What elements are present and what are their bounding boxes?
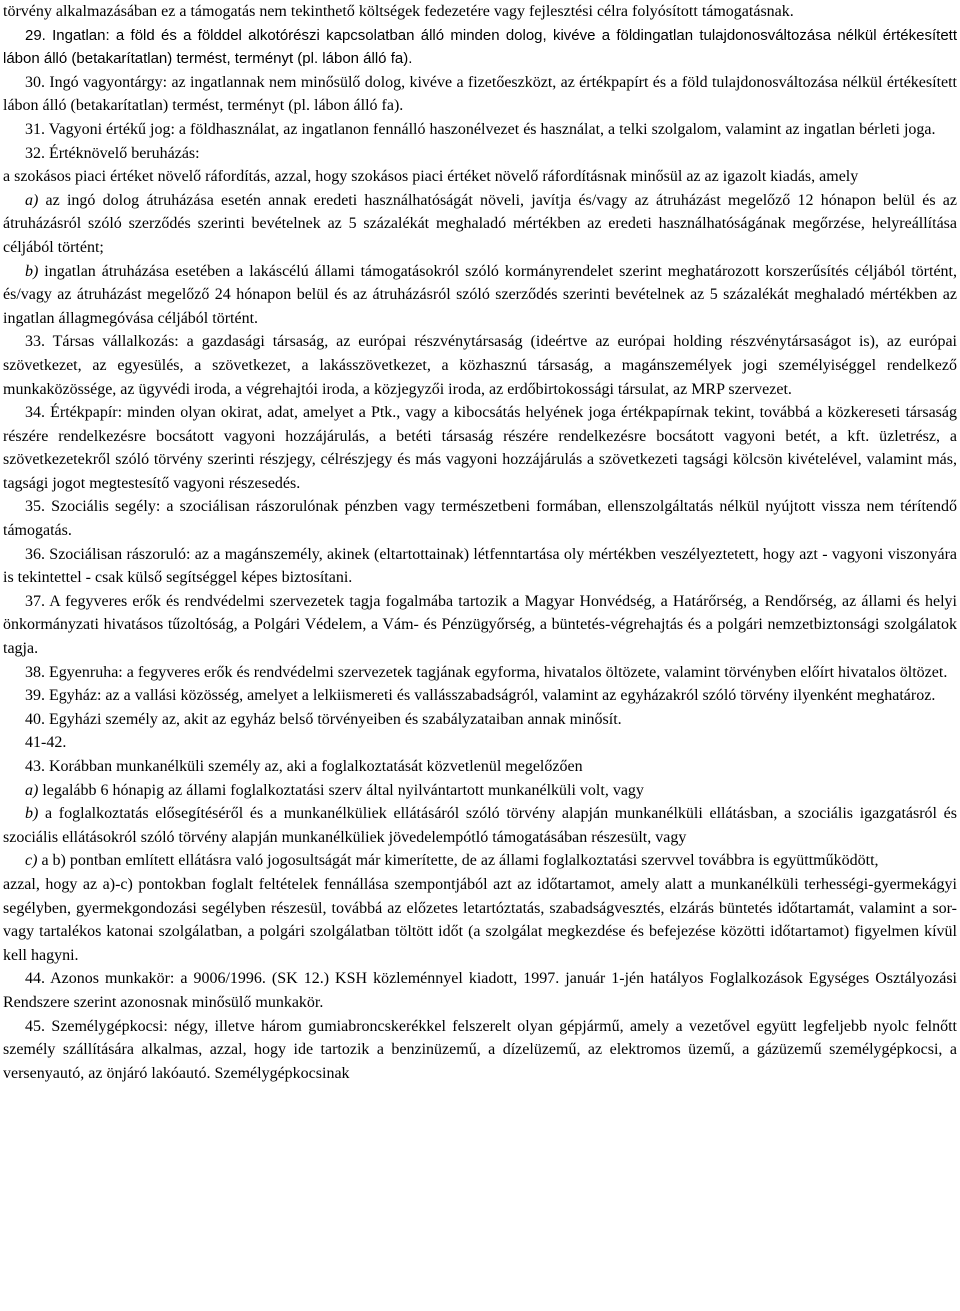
definition-31-vagyoni-erteku-jog xyxy=(3,118,957,142)
paragraph-text: 44. Azonos munkakör: a 9006/1996. (SK 12.) KSH közleménnyel kiadott, 1997. január 1-jén hatályos Foglalkozások Egységes Osztályozási Rendszere szerint azonosnak minősülő munkakör. xyxy=(3,970,957,1011)
definition-40-egyhazi-szemely xyxy=(3,708,957,732)
paragraph-text: 40. Egyházi személy az, akit az egyház belső törvényeiben és szabályzataiban annak minősít. xyxy=(25,710,622,728)
definition-34-ertekpapir xyxy=(3,401,957,495)
paragraph-text: 36. Szociálisan rászoruló: az a magánszemély, akinek (eltartottainak) létfenntartása oly mértékben veszélyeztetett, hogy azt - vagyoni viszonyára is tekintettel - csak külső segítséggel képes biztosítani. xyxy=(3,545,957,587)
definition-32-point-b xyxy=(3,260,957,331)
paragraph-text: ingatlan átruházása esetében a lakáscélú állami támogatásokról szóló kormányrendelet szerint meghatározott korszerűsítés céljából történt, és/vagy az átruházást megelőző 24 hónapon belül és az átruházásról szóló szerződés szerinti bevételnek az 5 százalékát meghaladó mértékben az ingatlan állagmegóvása céljából történt. xyxy=(3,262,957,327)
point-letter: a) xyxy=(25,781,39,799)
paragraph-text: 41-42. xyxy=(25,734,67,752)
definition-32-body xyxy=(3,165,957,189)
paragraph-text: a b) pontban említett ellátásra való jogosultságát már kimerítette, de az állami foglalkoztatási szervvel továbbra is együttműködött, xyxy=(37,852,879,870)
paragraph-text: 29. Ingatlan: a föld és a földdel alkotórészi kapcsolatban álló minden dolog, kivéve a földingatlan tulajdonosváltozása nélkül értékesített lábon álló (betakarítatlan) termést, terményt (pl. lábon álló fa). xyxy=(3,26,957,68)
paragraph-text: 34. Értékpapír: minden olyan okirat, adat, amelyet a Ptk., vagy a kibocsátás helyének joga értékpapírnak tekint, továbbá a közkereseti társaság részére rendelkezésre bocsátott vagyoni hozzájárulás, a betéti társaság részére rendelkezésre bocsátott vagyoni betét, a kft. üzletrész, a szövetkezetekről szóló törvény szerinti részjegy, célrészjegy és más vagyoni hozzájárulás a szövetkezeti tagsági kölcsön kivételével, valamint más, tagsági jogot megtestesítő vagyoni részesedés. xyxy=(3,404,957,492)
definition-43-closing xyxy=(3,873,957,967)
paragraph-text: legalább 6 hónapig az állami foglalkoztatási szerv által nyilvántartott munkanélküli volt, vagy xyxy=(38,781,644,799)
definition-43-point-c xyxy=(3,849,957,873)
paragraph-text: 32. Értéknövelő beruházás: xyxy=(25,144,200,162)
definition-38-egyenruha xyxy=(3,661,957,685)
paragraph-text: 35. Szociális segély: a szociálisan rászorulónak pénzben vagy természetbeni formában, ellenszolgáltatás nélkül nyújtott vissza nem térítendő támogatás. xyxy=(3,498,957,540)
paragraph-text: törvény alkalmazásában ez a támogatás nem tekinthető költségek fedezetére vagy fejlesztési célra folyósított támogatásnak. xyxy=(3,3,794,20)
paragraph-text: a foglalkoztatás elősegítéséről és a munkanélküliek ellátásáról szóló törvény alapján munkanélküli ellátásban, a szociális igazgatásról és szociális ellátásokról szóló törvény alapján munkanélküliek jövedelempótló támogatásában részesült, vagy xyxy=(3,805,957,846)
definition-44-azonos-munkakor xyxy=(3,967,957,1014)
paragraph-text: azzal, hogy az a)-c) pontokban foglalt feltételek fennállása szempontjából azt az időtartamot, amely alatt a munkanélküli terhességi-gyermekágyi segélyben, gyermekgondozási segélyben részesül, továbbá az előzetes letartóztatás, szabadságvesztés, elzárás büntetés időtartamát, valamint a sor- vagy tartalékos katonai szolgálatban, a polgári szolgálatban töltött időt (a szolgálat megkezdése és befejezése közötti időtartamot) figyelmen kívül kell hagyni. xyxy=(3,875,957,964)
paragraph-text: 31. Vagyoni értékű jog: a földhasználat, az ingatlanon fennálló haszonélvezet és használat, a telki szolgalom, valamint az ingatlan bérleti joga. xyxy=(25,120,936,138)
paragraph-text: a szokásos piaci értéket növelő ráfordítás, azzal, hogy szokásos piaci értéket növelő ráfordításnak minősül az az igazolt kiadás, amely xyxy=(3,168,859,186)
paragraph-text: 38. Egyenruha: a fegyveres erők és rendvédelmi szervezetek tagjának egyforma, hivatalos öltözete, valamint törvényben előírt hivatalos öltözet. xyxy=(25,663,948,681)
paragraph-text: 30. Ingó vagyontárgy: az ingatlannak nem minősülő dolog, kivéve a fizetőeszközt, az értékpapírt és a föld tulajdonosváltozása nélkül értékesített lábon álló (betakarítatlan) termést, terményt (pl. lábon álló fa). xyxy=(3,73,957,115)
point-letter: b) xyxy=(25,262,39,280)
definition-33-tarsas-vallalkozas xyxy=(3,330,957,401)
paragraph-text: 45. Személygépkocsi: négy, illetve három gumiabroncskerékkel felszerelt olyan gépjármű, amely a vezetővel együtt legfeljebb nyolc felnőtt személy szállítására alkalmas, azzal, hogy ide tartozik a benzinüzemű, a dízelüzemű, az elektromos üzemű, a gázüzemű személygépkocsi, a versenyautó, az önjáró lakóautó. Személygépkocsinak xyxy=(3,1017,957,1082)
definition-43-point-a xyxy=(3,779,957,803)
point-letter: b) xyxy=(25,805,39,823)
point-letter: a) xyxy=(25,191,39,209)
paragraph-text: 43. Korábban munkanélküli személy az, aki a foglalkoztatását közvetlenül megelőzően xyxy=(25,758,583,775)
paragraph-text: 37. A fegyveres erők és rendvédelmi szervezetek tagja fogalmába tartozik a Magyar Honvédség, a Határőrség, a Rendőrség, az állami és helyi önkormányzati hivatásos tűzoltóság, a Polgári Védelem, a Vám- és Pénzügyőrség, a büntetés-végrehajtás és a polgári nemzetbiztonsági szolgálatok tagja. xyxy=(3,592,957,658)
definition-29-ingatlan xyxy=(3,24,957,71)
definition-43-korabban-munkanelkuli xyxy=(3,755,957,779)
definition-37-fegyveres-erok xyxy=(3,590,957,661)
definition-35-szocialis-segely xyxy=(3,495,957,542)
definition-30-ingo-vagyontargy xyxy=(3,71,957,118)
paragraph-text: az ingó dolog átruházása esetén annak eredeti használhatóságát növeli, javítja és/vagy az átruházást megelőző 12 hónapon belül és az átruházásról szóló szerződés szerinti bevételnek az 5 százalékát meghaladó mértékben az eredeti használhatóságának megőrzése, helyreállítása céljából történt; xyxy=(3,191,957,256)
definition-36-szocialisan-raszorulo xyxy=(3,543,957,590)
paragraph-text: 33. Társas vállalkozás: a gazdasági társaság, az európai részvénytársaság (ideértve az európai holding részvénytársaságot is), az európai szövetkezet, az egyesülés, a szövetkezet, a lakásszövetkezet, a közhasznú társaság, a magánszemélyek jogi személyiséggel rendelkező munkaközössége, az ügyvédi iroda, a végrehajtói iroda, a közjegyzői iroda, az erdőbirtokossági társulat, az MRP szervezet. xyxy=(3,333,957,398)
paragraph-continuation xyxy=(3,0,957,24)
definition-41-42 xyxy=(3,731,957,755)
definition-45-szemelygepkocsi xyxy=(3,1015,957,1086)
definition-32-point-a xyxy=(3,189,957,260)
definition-39-egyhaz xyxy=(3,684,957,708)
definition-43-point-b xyxy=(3,802,957,849)
paragraph-text: 39. Egyház: az a vallási közösség, amelyet a lelkiismereti és vallásszabadságról, valamint az egyházakról szóló törvény ilyenként meghatároz. xyxy=(25,687,936,705)
definition-32-heading xyxy=(3,142,957,166)
point-letter: c) xyxy=(25,852,38,870)
